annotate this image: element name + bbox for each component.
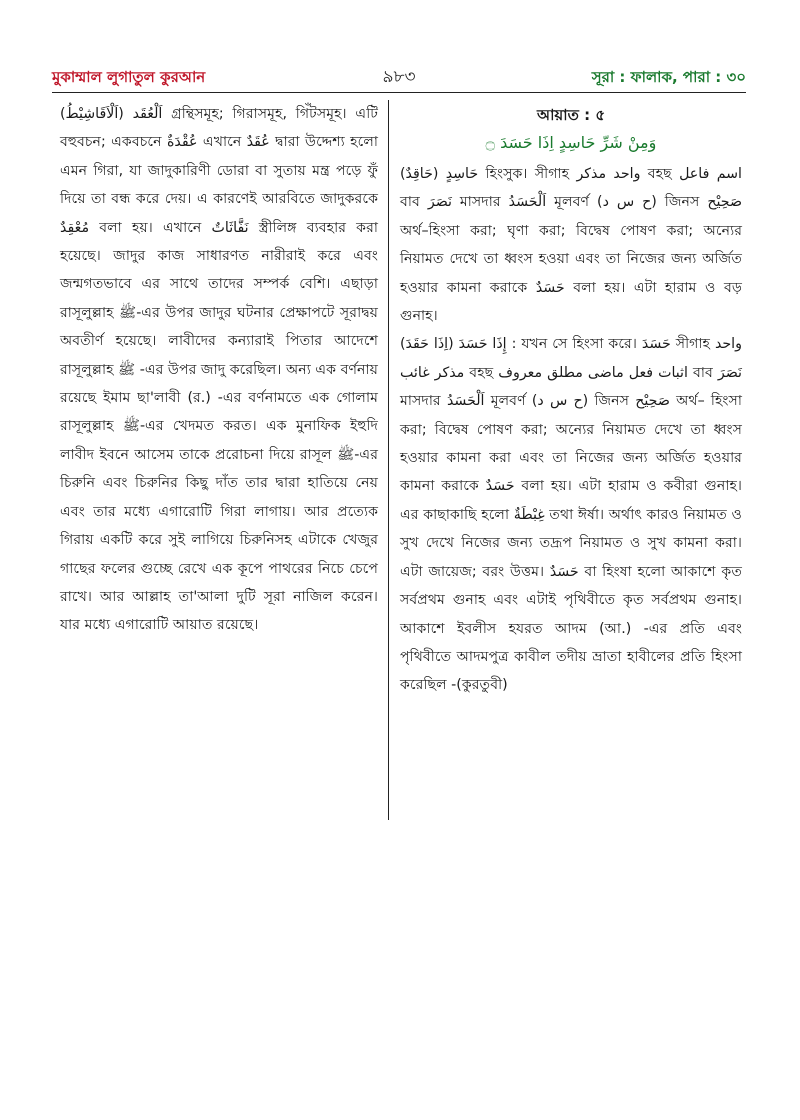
header-rule [52, 92, 746, 93]
ayat-heading: আয়াত : ৫ [536, 106, 606, 124]
right-paragraph-2: إِذَا حَسَدَ (اِذَا حَقَدَ) : যখন সে হিংসা করে। حَسَدَ সীগাহ واحد مذكر غائب বহছ اثبات فعل ماضى مطلق معروف বাব نَصَرَ মাসদার اَلْحَسَدُ মূলবর্ণ (ح س د) জিনস صَحِيْح অর্থ– হিংসা করা; বিদ্বেষ পোষণ করা; অন্যের নিয়ামত দেখে তা ধ্বংস হওয়ার কামনা করা এবং তা নিজের জন্য অর্জিত হওয়ার কামনা করাকে حَسَدٌ বলা হয়। এটা হারাম ও কবীরা গুনাহ। এর কাছাকাছি হলো غِبْطَةٌ তথা ঈর্ষা। অর্থাৎ কারও নিয়ামত ও সুখ দেখে নিজের জন্য তদ্রূপ নিয়ামত ও সুখ কামনা করা। এটা জায়েজ; বরং উত্তম। حَسَدٌ বা হিংষা হলো আকাশে কৃত সর্বপ্রথম গুনাহ এবং এটাই পৃথিবীতে কৃত সর্বপ্রথম গুনাহ। আকাশে ইবলীস হযরত আদম (আ.) -এর প্রতি এবং পৃথিবীতে আদমপুত্র কাবীল তদীয় ভ্রাতা হাবীলের প্রতি হিংসা করেছিল -(কুরতুবী) [400, 336, 743, 694]
page-header [52, 62, 746, 90]
left-paragraph: اَلْعُقَد (اَلْاَقَاشِيْطُ) গ্রন্থিসমূহ; গিরাসমূহ, গিঁটসমূহ। এটি বহুবচন; একবচনে عُقْدَةٌ এখানে عُقَدٌ দ্বারা উদ্দেশ্য হলো এমন গিরা, যা জাদুকারিণী ডোরা বা সুতায় মন্ত্র পড়ে ফুঁ দিয়ে তা বন্ধ করে দেয়। এ কারণেই আরবিতে জাদুকরকে مُعْقِدٌ বলা হয়। এখানে نَفَّاثَاتٌ স্ত্রীলিঙ্গ ব্যবহার করা হয়েছে। জাদুর কাজ সাধারণত নারীরাই করে এবং জন্মগতভাবে এর সাথে তাদের সম্পর্ক বেশি। এছাড়া রাসূলুল্লাহ ﷺ-এর উপর জাদুর ঘটনার প্রেক্ষাপটে সূরাদ্বয় অবতীর্ণ হয়েছে। লাবীদের কন্যারাই পিতার আদেশে রাসূলুল্লাহ ﷺ -এর উপর জাদু করেছিল। অন্য এক বর্ণনায় রয়েছে ইমাম ছা'লাবী (র.) -এর বর্ণনামতে এক গোলাম রাসূলুল্লাহ ﷺ-এর খেদমত করত। এক মুনাফিক ইহুদি লাবীদ ইবনে আসেম তাকে প্ররোচনা দিয়ে রাসূল ﷺ-এর চিরুনি এবং চিরুনির কিছু দাঁত তার দ্বারা হাতিয়ে নেয় এবং তার মধ্যে এগারোটি গিরা লাগায়। আর প্রত্যেক গিরায় একটি করে সুই লাগিয়ে চিরুনিসহ এটাকে খেজুর গাছের ফলের গুচ্ছে রেখে এক কূপে পাথরের নিচে চেপে রাখে। আর আল্লাহ তা'আলা দুটি সূরা নাজিল করেন। যার মধ্যে এগারোটি আয়াত রয়েছে। [60, 106, 379, 634]
book-title: মুকাম্মাল লুগাতুল কুরআন [52, 68, 206, 86]
sura-para-label: সূরা : ফালাক, পারা : ৩০ [591, 68, 746, 86]
column-divider [388, 100, 389, 820]
ayat-arabic-text: وَمِنْ شَرِّ حَاسِدٍ اِذَا حَسَدَ ۝ [485, 133, 657, 152]
left-column [60, 100, 378, 640]
right-column [400, 100, 742, 700]
right-paragraph-1: حَاسِدٍ (حَاقِدٌ) হিংসুক। সীগাহ واحد مذكر বহছ اسم فاعل বাব نَصَرَ মাসদার اَلْحَسَدُ মূলবর্ণ (ح س د) জিনস صَحِيْح অর্থ–হিংসা করা; ঘৃণা করা; বিদ্বেষ পোষণ করা; অন্যের নিয়ামত দেখে তা ধ্বংস হওয়া এবং তা নিজের জন্য অর্জিত হওয়ার কামনা করাকে حَسَدٌ বলা হয়। এটা হারাম ও বড় গুনাহ। [400, 166, 742, 325]
page-number: ৯৮৩ [382, 67, 416, 87]
